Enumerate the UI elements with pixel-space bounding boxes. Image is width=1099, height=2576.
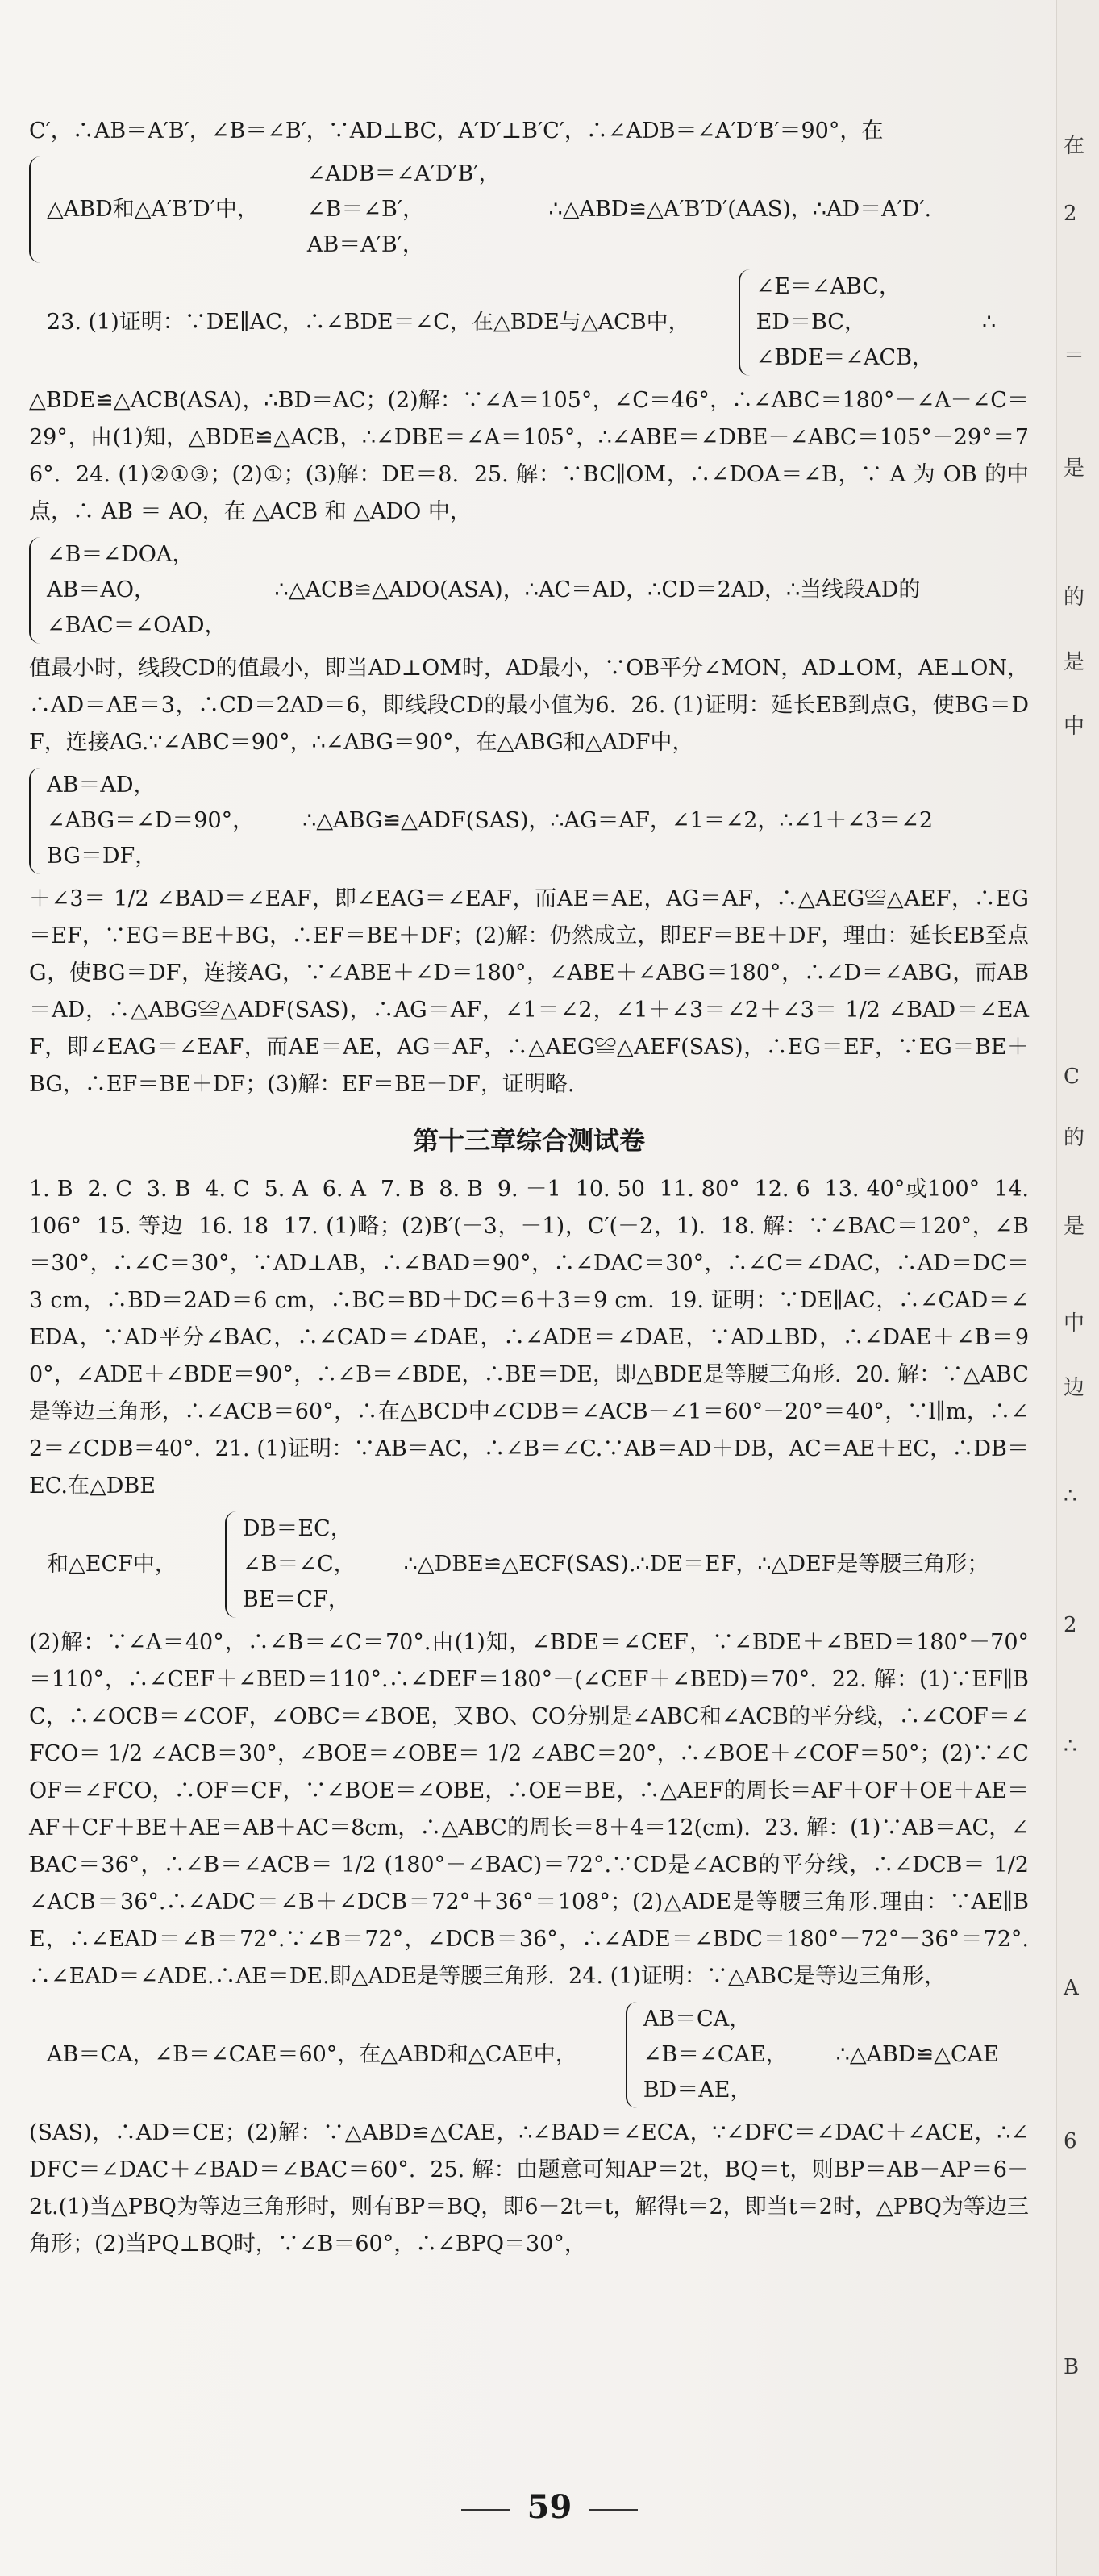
system-tail: ∴△ABD≌△CAE bbox=[835, 2042, 999, 2067]
system-lines bbox=[47, 537, 227, 644]
page-number-text: 59 bbox=[527, 2488, 572, 2526]
system-lead: AB＝CA，∠B＝∠CAE＝60°，在△ABD和△CAE中， bbox=[47, 2042, 577, 2067]
gutter-glyph: 2 bbox=[1064, 202, 1077, 226]
paragraph: C′，∴AB＝A′B′，∠B＝∠B′，∵AD⊥BC，A′D′⊥B′C′，∴∠ADB＝∠A′D′B′＝90°，在 bbox=[29, 119, 884, 144]
system-line: ∠B＝∠CAE， bbox=[643, 2042, 788, 2067]
system-lines bbox=[626, 2002, 788, 2108]
gutter-glyph: 是 bbox=[1064, 1215, 1085, 1239]
answer-column bbox=[29, 113, 1036, 2270]
system-lines bbox=[307, 156, 501, 263]
equation-system bbox=[29, 269, 1029, 376]
system-tail: ∴△ABD≌△A′B′D′(AAS)，∴AD＝A′D′. bbox=[548, 197, 932, 222]
system-line: ∠ADB＝∠A′D′B′， bbox=[306, 161, 501, 186]
system-lines bbox=[739, 269, 934, 376]
system-lead: △ABD和△A′B′D′中， bbox=[47, 197, 259, 222]
system-line: BD＝AE， bbox=[643, 2078, 752, 2103]
system-line: AB＝CA， bbox=[643, 2007, 751, 2032]
system-lines bbox=[225, 1511, 356, 1618]
brace bbox=[29, 768, 45, 874]
system-lead: 23. (1)证明：∵DE∥AC，∴∠BDE＝∠C，在△BDE与△ACB中， bbox=[47, 310, 690, 335]
equation-system bbox=[29, 768, 1029, 874]
system-line: DB＝EC， bbox=[242, 1516, 352, 1541]
gutter-glyph: 6 bbox=[1064, 2129, 1077, 2153]
brace bbox=[225, 1511, 241, 1618]
brace bbox=[626, 2002, 642, 2108]
system-lines bbox=[47, 768, 254, 874]
divider bbox=[589, 2509, 638, 2511]
paragraph: 值最小时，线段CD的值最小，即当AD⊥OM时，AD最小，∵OB平分∠MON，AD⊥OM，AE⊥ON，∴AD＝AE＝3，∴CD＝2AD＝6，即线段CD的最小值为6. 26. (1)证明：延长EB到点G，使BG＝DF，连接AG.∵∠ABC＝90°，∴∠ABG＝90°，在△ABG和△ADF中， bbox=[29, 656, 1029, 755]
gutter-glyph: 2 bbox=[1064, 1613, 1077, 1637]
paragraph: △BDE≌△ACB(ASA)，∴BD＝AC；(2)解：∵∠A＝105°，∠C＝46°，∴∠ABC＝180°－∠A－∠C＝29°，由(1)知，△BDE≌△ACB，∴∠DBE＝∠A＝105°，∴∠ABE＝∠DBE－∠ABC＝105°－29°＝76°. 24. (1)②①③；(2)①；(3)解：DE＝8. 25. 解：∵BC∥OM，∴∠DOA＝∠B，∵ A 为 OB 的中点，∴ AB ＝ AO，在 △ACB 和 △ADO 中， bbox=[29, 388, 1029, 524]
system-line: ∠BDE＝∠ACB， bbox=[756, 345, 935, 370]
gutter-glyph: 是 bbox=[1064, 456, 1085, 481]
divider bbox=[461, 2509, 510, 2511]
gutter-glyph: 边 bbox=[1064, 1376, 1085, 1400]
system-line: ∠E＝∠ABC， bbox=[756, 274, 901, 299]
section-heading: 第十三章综合测试卷 bbox=[412, 1125, 645, 1156]
paragraph: (2)解：∵∠A＝40°，∴∠B＝∠C＝70°.由(1)知，∠BDE＝∠CEF，∵∠BDE＋∠BED＝180°－70°＝110°，∴∠CEF＋∠BED＝110°.∴∠DEF＝180°－(∠CEF＋∠BED)＝70°. 22. 解：(1)∵EF∥BC，∴∠OCB＝∠COF，∠OBC＝∠BOE，又BO、CO分别是∠ABC和∠ACB的平分线，∴∠COF＝∠FCO＝ 1/2 ∠ACB＝30°，∠BOE＝∠OBE＝ 1/2 ∠ABC＝20°，∴∠BOE＋∠COF＝50°；(2)∵∠COF＝∠FCO，∴OF＝CF，∵∠BOE＝∠OBE，∴OE＝BE，∴△AEF的周长＝AF＋OF＋OE＋AE＝AF＋CF＋BE＋AE＝AB＋AC＝8cm，∴△ABC的周长＝8＋4＝12(cm). 23. 解：(1)∵AB＝AC，∠BAC＝36°，∴∠B＝∠ACB＝ 1/2 (180°－∠BAC)＝72°.∵CD是∠ACB的平分线，∴∠DCB＝ 1/2 ∠ACB＝36°.∴∠ADC＝∠B＋∠DCB＝72°＋36°＝108°；(2)△ADE是等腰三角形.理由：∵AE∥BE，∴∠EAD＝∠B＝72°.∵∠B＝72°，∠DCB＝36°，∴∠ADE＝∠BDC＝180°－72°－36°＝72°.∴∠EAD＝∠ADE.∴AE＝DE.即△ADE是等腰三角形. 24. (1)证明：∵△ABC是等边三角形， bbox=[29, 1630, 1036, 1989]
system-line: BE＝CF， bbox=[242, 1587, 350, 1612]
equation-system bbox=[29, 537, 1029, 644]
system-line: ∠B＝∠B′， bbox=[306, 197, 424, 222]
system-line: ∠B＝∠DOA， bbox=[47, 542, 194, 567]
equation-system bbox=[29, 2002, 1029, 2108]
system-line: ED＝BC， bbox=[756, 310, 866, 335]
gutter-glyph: 的 bbox=[1064, 1126, 1085, 1150]
system-tail: ∴△ABG≌△ADF(SAS)，∴AG＝AF，∠1＝∠2，∴∠1＋∠3＝∠2 bbox=[302, 808, 934, 833]
system-tail: ∴△ACB≌△ADO(ASA)，∴AC＝AD，∴CD＝2AD，∴当线段AD的 bbox=[274, 577, 921, 602]
adjacent-page-edge bbox=[1056, 0, 1099, 2576]
equation-system bbox=[29, 156, 1029, 263]
paragraph: (SAS)，∴AD＝CE；(2)解：∵△ABD≌△CAE，∴∠BAD＝∠ECA，∵∠DFC＝∠DAC＋∠ACE，∴∠DFC＝∠DAC＋∠BAD＝∠BAC＝60°. 25. 解：由题意可知AP＝2t，BQ＝t，则BP＝AB－AP＝6－2t.(1)当△PBQ为等边三角形时，则有BP＝BQ，即6－2t＝t，解得t＝2，即当t＝2时，△PBQ为等边三角形；(2)当PQ⊥BQ时，∵∠B＝60°，∴∠BPQ＝30°， bbox=[29, 2120, 1029, 2257]
gutter-glyph: 中 bbox=[1064, 715, 1085, 739]
gutter-glyph: B bbox=[1064, 2355, 1080, 2379]
gutter-glyph: ∴ bbox=[1064, 1484, 1077, 1508]
brace bbox=[29, 537, 45, 644]
system-line: AB＝A′B′， bbox=[306, 232, 424, 257]
system-line: ∠B＝∠C， bbox=[242, 1552, 356, 1577]
brace bbox=[739, 269, 755, 376]
gutter-glyph: ＝ bbox=[1064, 344, 1085, 368]
system-lead: 和△ECF中， bbox=[47, 1552, 177, 1577]
gutter-glyph: 的 bbox=[1064, 586, 1085, 610]
system-tail: ∴ bbox=[982, 310, 997, 335]
system-line: AB＝AO， bbox=[47, 577, 156, 602]
gutter-glyph: 是 bbox=[1064, 650, 1085, 674]
paragraph: 1. B 2. C 3. B 4. C 5. A 6. A 7. B 8. B 9. －1 10. 50 11. 80° 12. 6 13. 40°或100° 14. 106° 15. 等边 16. 18 17. (1)略；(2)B′(－3，－1)，C′(－2，1). 18. 解：∵∠BAC＝120°，∠B＝30°，∴∠C＝30°，∵AD⊥AB，∴∠BAD＝90°，∴∠DAC＝30°，∴∠C＝∠DAC，∴AD＝DC＝3 cm，∴BD＝2AD＝6 cm，∴BC＝BD＋DC＝6＋3＝9 cm. 19. 证明：∵DE∥AC，∴∠CAD＝∠EDA，∵AD平分∠BAC，∴∠CAD＝∠DAE，∴∠ADE＝∠DAE，∵AD⊥BD，∴∠DAE＋∠B＝90°，∠ADE＋∠BDE＝90°，∴∠B＝∠BDE，∴BE＝DE，即△BDE是等腰三角形. 20. 解：∵△ABC是等边三角形，∴∠ACB＝60°，∴在△BCD中∠CDB＝∠ACB－∠1＝60°－20°＝40°，∵l∥m，∴∠2＝∠CDB＝40°. 21. (1)证明：∵AB＝AC，∴∠B＝∠C.∵AB＝AD＋DB，AC＝AE＋EC，∴DB＝EC.在△DBE bbox=[29, 1177, 1036, 1498]
gutter-glyph: 在 bbox=[1064, 134, 1085, 158]
gutter-glyph: C bbox=[1064, 1065, 1080, 1089]
system-line: ∠BAC＝∠OAD， bbox=[47, 613, 227, 638]
system-line: ∠ABG＝∠D＝90°， bbox=[47, 808, 255, 833]
system-tail: ∴△DBE≌△ECF(SAS).∴DE＝EF，∴△DEF是等腰三角形； bbox=[403, 1552, 989, 1577]
gutter-glyph: A bbox=[1064, 1976, 1079, 2000]
equation-system bbox=[29, 1511, 1029, 1618]
gutter-glyph: ∴ bbox=[1064, 1734, 1077, 1758]
system-line: AB＝AD， bbox=[47, 773, 156, 798]
system-line: BG＝DF， bbox=[47, 844, 157, 869]
gutter-glyph: 中 bbox=[1064, 1311, 1085, 1336]
brace bbox=[29, 156, 45, 263]
paragraph: ＋∠3＝ 1/2 ∠BAD＝∠EAF，即∠EAG＝∠EAF，而AE＝AE，AG＝AF，∴△AEG≌△AEF，∴EG＝EF，∵EG＝BE＋BG，∴EF＝BE＋DF；(2)解：仍然成立，即EF＝BE＋DF，理由：延长EB至点G，使BG＝DF，连接AG，∵∠ABE＋∠D＝180°，∠ABE＋∠ABG＝180°，∴∠D＝∠ABG，而AB＝AD，∴△ABG≌△ADF(SAS)，∴AG＝AF，∠1＝∠2，∠1＋∠3＝∠2＋∠3＝ 1/2 ∠BAD＝∠EAF，即∠EAG＝∠EAF，而AE＝AE，AG＝AF，∴△AEG≌△AEF(SAS)，∴EG＝EF，∵EG＝BE＋BG，∴EF＝BE＋DF；(3)解：EF＝BE－DF，证明略. bbox=[29, 886, 1029, 1097]
page-number bbox=[0, 2488, 1099, 2526]
